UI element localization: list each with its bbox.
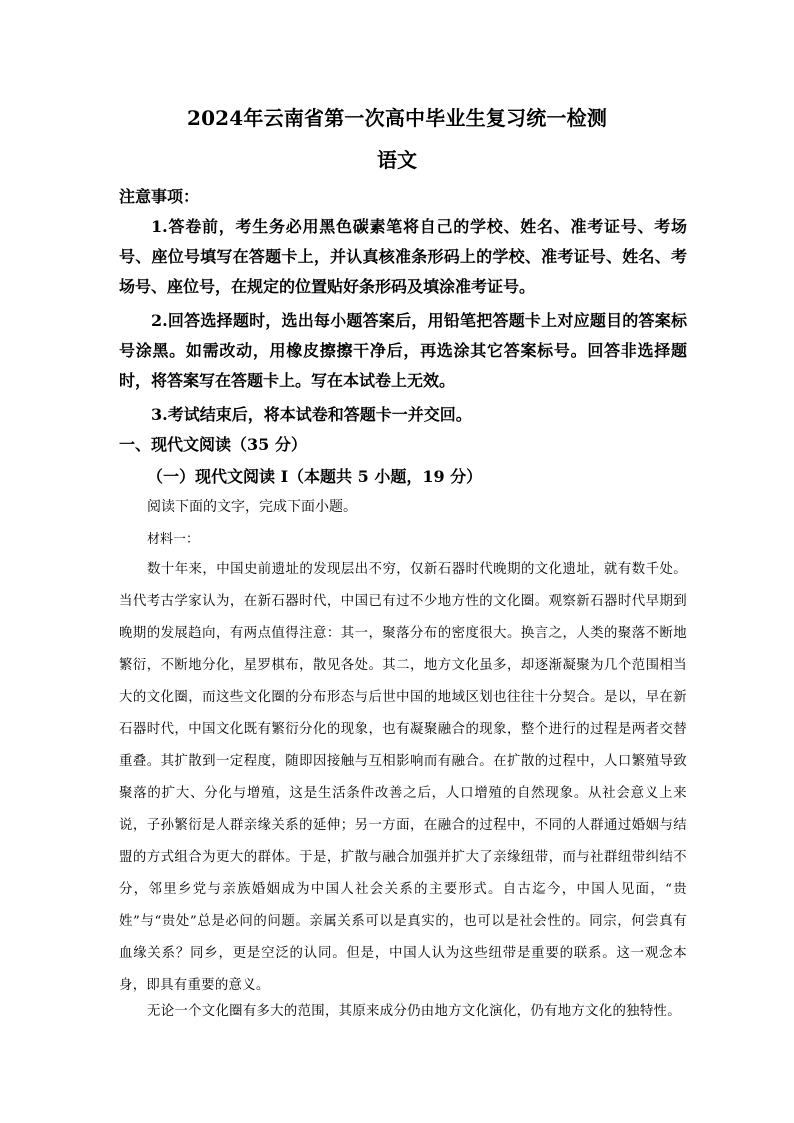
instruction-item: 1.答卷前，考生务必用黑色碳素笔将自己的学校、姓名、准考证号、考场号、座位号填写在答题卡上，并认真核准条形码上的学校、准考证号、姓名、考场号、座位号，在规定的位置贴好条形码及填涂准考证号。 — [119, 217, 687, 296]
section-heading: 一、现代文阅读（35 分） — [119, 435, 307, 454]
reading-lead: 阅读下面的文字，完成下面小题。 — [147, 499, 357, 515]
instruction-item: 3.考试结束后，将本试卷和答题卡一并交回。 — [151, 405, 472, 424]
exam-title: 2024年云南省第一次高中毕业生复习统一检测 — [186, 106, 608, 130]
passage-paragraph: 数十年来，中国史前遗址的发现层出不穷，仅新石器时代晚期的文化遗址，就有数千处。当代考古学家认为，在新石器时代，中国已有过不少地方性的文化圈。观察新石器时代早期到晚期的发展趋向，有两点值得注意：其一，聚落分布的密度很大。换言之，人类的聚落不断地繁衍，不断地分化，星罗棋布，散见各处。其二，地方文化虽多，却逐渐凝聚为几个范围相当大的文化圈，而这些文化圈的分布形态与后世中国的地域区划也往往十分契合。是以，早在新石器时代，中国文化既有繁衍分化的现象，也有凝聚融合的现象，整个进行的过程是两者交替重叠。其扩散到一定程度，随即因接触与互相影响而有融合。在扩散的过程中，人口繁殖导致聚落的扩大、分化与增殖，这是生活条件改善之后，人口增殖的自然现象。从社会意义上来说，子孙繁衍是人群亲缘关系的延伸；另一方面，在融合的过程中，不同的人群通过婚姻与结盟的方式组合为更大的群体。于是，扩散与融合加强并扩大了亲缘纽带，而与社群纽带纠结不分，邻里乡党与亲族婚姻成为中国人社会关系的主要形式。自古迄今，中国人见面，“贵姓”与“贵处”总是必问的问题。亲属关系可以是真实的，也可以是社会性的。同宗，何尝真有血缘关系？同乡，更是空泛的认同。但是，中国人认为这些纽带是重要的联系。这一观念本身，即具有重要的意义。 — [119, 562, 687, 993]
subsection-heading: （一）现代文阅读 I（本题共 5 小题，19 分） — [147, 467, 483, 486]
material-label: 材料一： — [147, 532, 200, 547]
instruction-item: 2.回答选择题时，选出每小题答案后，用铅笔把答题卡上对应题目的答案标号涂黑。如需改动，用橡皮擦擦干净后，再选涂其它答案标号。回答非选择题时，将答案写在答题卡上。写在本试卷上无效。 — [119, 311, 687, 390]
passage-paragraph: 无论一个文化圈有多大的范围，其原来成分仍由地方文化演化，仍有地方文化的独特性。 — [147, 1004, 681, 1019]
exam-subject: 语文 — [377, 148, 417, 172]
notice-label: 注意事项： — [119, 187, 200, 206]
